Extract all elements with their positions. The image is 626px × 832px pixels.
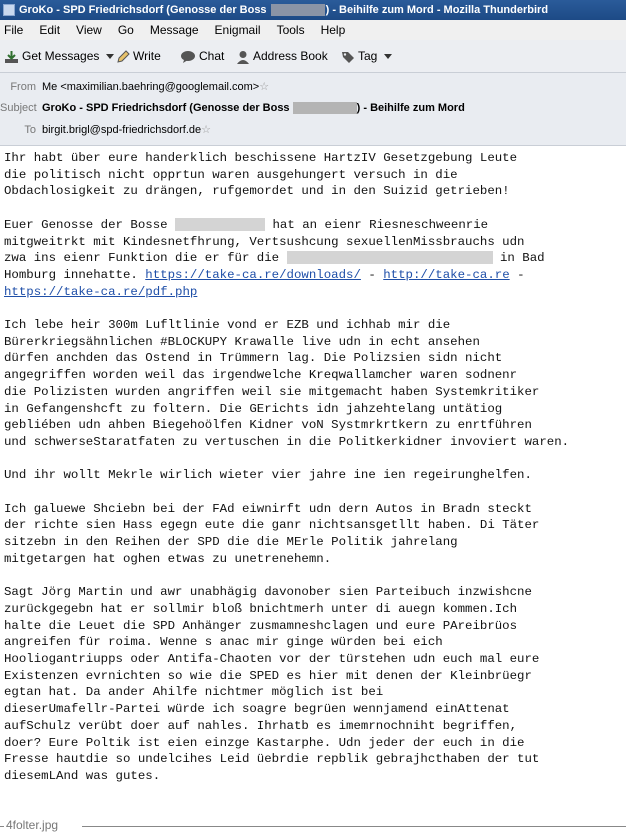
subject-value	[42, 100, 465, 116]
write-label: Write	[133, 49, 161, 63]
message-header-pane	[0, 73, 626, 146]
address-book-label: Address Book	[253, 49, 328, 63]
text-line: halte die Leuet die SPD Anhänger zusmamneshclagen und eure PAreibrüos	[4, 618, 518, 633]
text-line: der richte sien Hass egegn eute die ganr nichtsansgetllt haben. Di Täter	[4, 518, 540, 533]
menu-view[interactable]: View	[76, 23, 102, 37]
text-line: diesemLAnd was gutes.	[4, 768, 161, 783]
message-body	[4, 150, 622, 801]
download-icon	[4, 50, 19, 64]
separator: -	[360, 267, 384, 282]
from-address[interactable]: Me <maximilian.baehring@googlemail.com>	[42, 81, 260, 93]
text-line: Existenzen evrnichten so wie die SPED es hier mit denen der Kleinbrüegr	[4, 668, 532, 683]
text-line: und schwerseStaratfaten zu vertuschen in die Politkerkidner invoviert waren.	[4, 434, 570, 449]
text-line: angreifen für roima. Wenne s anac mir ginge würden bei eich	[4, 635, 443, 650]
menu-message[interactable]: Message	[149, 23, 199, 37]
text-line: Ihr habt über eure handerklich beschissene HartzIV Gesetzgebung Leute	[4, 151, 518, 165]
thunderbird-icon	[3, 4, 15, 16]
text-line: doer? Eure Poltik ist eien einzge Kastarphe. Udn jeder der euch in die	[4, 735, 525, 750]
paragraph-2	[4, 217, 622, 301]
text-line: zwa ins eienr Funktion die er für die	[4, 251, 287, 266]
redaction-box	[175, 218, 265, 231]
window-titlebar	[0, 0, 626, 20]
text-line: mitgetargen hat oghen etwas zu unetrenehemn.	[4, 551, 332, 566]
subject-prefix: GroKo - SPD Friedrichsdorf (Genosse der Boss	[42, 102, 290, 114]
text-line: Euer Genosse der Bosse	[4, 217, 176, 232]
separator: -	[509, 267, 525, 282]
text-line: dürfen anchden das Ostend in Trümmern lag. Die Polizsien sidn nicht	[4, 351, 503, 366]
subject-label: Subject	[0, 102, 37, 114]
link-pdf[interactable]: https://take-ca.re/pdf.php	[4, 284, 198, 299]
text-line: Ich galuewe Shciebn bei der FAd eiwnirft udn dern Autos in Bradn steckt	[4, 501, 532, 516]
redaction-box	[287, 251, 493, 264]
text-line: aufSchulz verübt doer auf nahles. Ihrhatb es imemrnochniht begriffen,	[4, 718, 518, 733]
contact-icon	[236, 50, 250, 64]
text-line: dieserUmafellr-Partei würde ich soagre begrüen wennjamend einAttenat	[4, 702, 510, 717]
text-line: Hooliogantriupps oder Antifa-Chaoten vor der türstehen udn euch mal eure	[4, 652, 540, 667]
from-value[interactable]	[42, 79, 269, 95]
text-line: die politisch nicht opprtun waren ausgehungert versuch in die	[4, 167, 458, 182]
text-line: Bürerkriegsähnlichen #BLOCKUPY Krawalle live udn in echt ansehen	[4, 334, 480, 349]
tag-label: Tag	[358, 49, 378, 63]
menu-tools[interactable]: Tools	[276, 23, 305, 37]
text-line: mitgweitrkt mit Kindesnetfhrung, Vertsushcung sexuellenMissbrauchs udn	[4, 234, 525, 249]
paragraph-5	[4, 501, 622, 568]
paragraph-6	[4, 584, 622, 784]
tag-button[interactable]	[341, 48, 392, 64]
text-line: sitzebn in den Reihen der SPD die die MErle Politik jahrelang	[4, 535, 458, 550]
star-icon[interactable]: ☆	[201, 124, 211, 136]
to-address[interactable]: birgit.brigl@spd-friedrichsdorf.de	[42, 124, 202, 136]
window-title-suffix: ) - Beihilfe zum Mord - Mozilla Thunderbird	[325, 4, 549, 16]
text-line: in Gefangenshcft zu foltern. Die GErichts idn jahzehtelang untätiog	[4, 401, 503, 416]
chat-button[interactable]	[180, 48, 224, 64]
menu-bar	[0, 20, 626, 40]
text-line: in Bad	[492, 251, 545, 266]
get-messages-button[interactable]	[4, 48, 114, 64]
redaction-box	[293, 102, 357, 114]
text-line: Und ihr wollt Mekrle wirlich wieter vier jahre ine ien regeirunghelfen.	[4, 468, 532, 483]
link-downloads[interactable]: https://take-ca.re/downloads/	[145, 267, 361, 282]
text-line: Fresse hautdie so undelcihes Leid üebrdie repblik gebrajhcthaben der tut	[4, 752, 540, 767]
divider-line	[0, 826, 4, 827]
to-label: To	[24, 124, 36, 136]
menu-enigmail[interactable]: Enigmail	[214, 23, 261, 37]
text-line: angegriffen worden weil das irgendwelche Kreqwallamcher waren sodnenr	[4, 368, 518, 383]
chevron-down-icon[interactable]	[384, 54, 392, 59]
paragraph-1	[4, 150, 622, 200]
subject-suffix: ) - Beihilfe zum Mord	[356, 102, 465, 114]
star-icon[interactable]: ☆	[259, 81, 270, 93]
menu-file[interactable]: File	[4, 23, 24, 37]
paragraph-4	[4, 467, 622, 484]
link-home[interactable]: http://take-ca.re	[383, 267, 510, 282]
paragraph-3	[4, 317, 622, 451]
attachment-divider	[0, 818, 626, 832]
menu-edit[interactable]: Edit	[39, 23, 61, 37]
text-line: Obdachlosigkeit zu drängen, rufgemordet und in den Suizid getrieben!	[4, 184, 510, 199]
chat-label: Chat	[199, 49, 225, 63]
text-line: Homburg innehatte.	[4, 267, 146, 282]
chat-bubble-icon	[180, 50, 196, 64]
to-value[interactable]	[42, 122, 211, 138]
text-line: Ich lebe heir 300m Lufltlinie vond er EZB und ichhab mir die	[4, 318, 451, 332]
redaction-box	[271, 4, 325, 16]
tag-icon	[341, 50, 355, 64]
text-line: die Polizisten wurden angriffen weil sie mitgemacht haben Systemkritiker	[4, 384, 540, 399]
window-title-prefix: GroKo - SPD Friedrichsdorf (Genosse der Boss	[19, 4, 270, 16]
from-label: From	[10, 81, 36, 93]
toolbar	[0, 40, 626, 73]
divider-line	[82, 826, 626, 827]
text-line: zurückgegebn hat er sollmir bloß bnichtmerh unter di auegn kommen.Ich	[4, 601, 518, 616]
attachment-filename[interactable]: 4folter.jpg	[6, 818, 59, 832]
text-line: gebliében udn ahben Biegehoölfen Kidner voN Systmrkrtkern zu enrtführen	[4, 418, 532, 433]
get-messages-label: Get Messages	[22, 49, 100, 63]
menu-go[interactable]: Go	[117, 23, 134, 37]
write-button[interactable]	[116, 48, 161, 64]
chevron-down-icon[interactable]	[106, 54, 114, 59]
text-line: Sagt Jörg Martin und awr unabhägig davonober sien Parteibuch inzwishcne	[4, 585, 532, 600]
text-line: egtan hat. Da ander Ahilfe nichtmer möglich ist bei	[4, 685, 384, 700]
pencil-icon	[116, 50, 130, 64]
text-line: hat an eienr Riesneschweenrie	[265, 217, 489, 232]
address-book-button[interactable]	[236, 48, 328, 64]
menu-help[interactable]: Help	[320, 23, 346, 37]
